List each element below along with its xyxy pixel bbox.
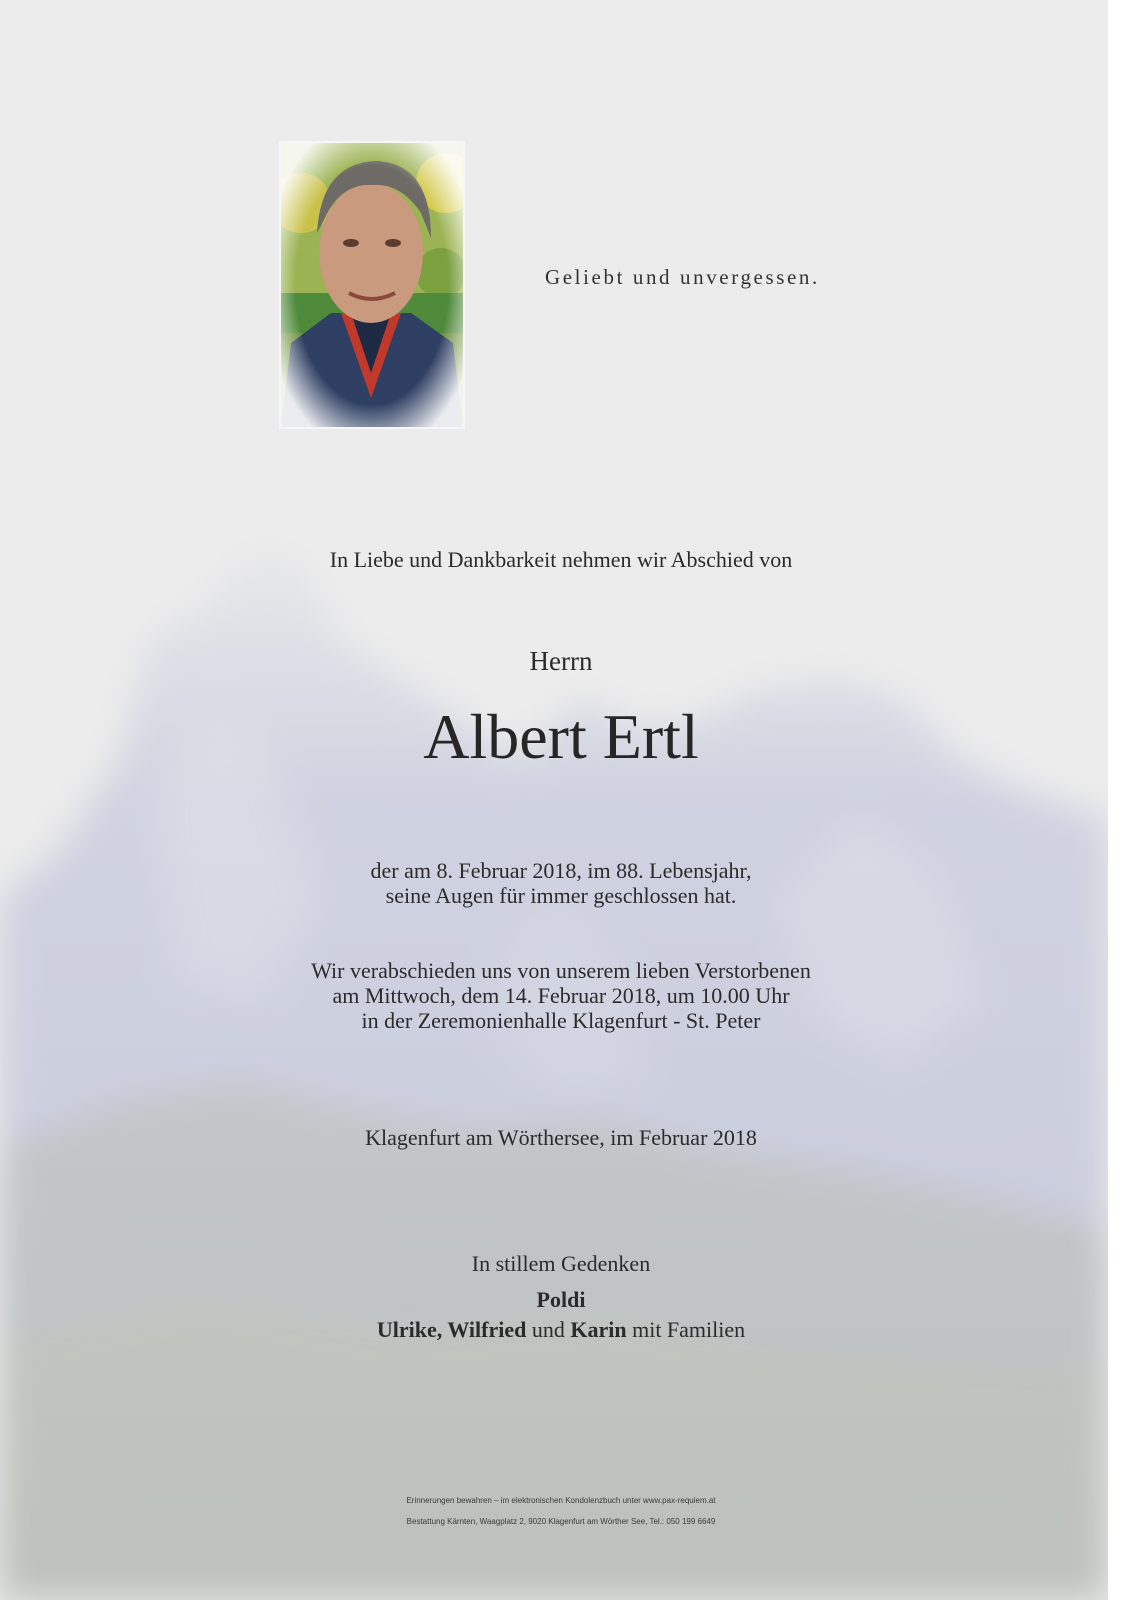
deceased-name: Albert Ertl [423, 701, 699, 772]
footer-funeral-home-text: Bestattung Kärnten, Waagplatz 2, 9020 Klagenfurt am Wörther See, Tel.: 050 199 6649 [406, 1517, 716, 1526]
motto-text: Geliebt und unvergessen. [545, 265, 820, 289]
ceremony-info [0, 958, 1108, 1033]
intro-text: In Liebe und Dankbarkeit nehmen wir Abschied von [329, 547, 793, 572]
family-names-b: Karin [570, 1317, 627, 1342]
portrait-photo-icon [281, 143, 463, 427]
death-notice-line: der am 8. Februar 2018, im 88. Lebensjahr, [370, 858, 752, 883]
family-suffix: mit Familien [626, 1317, 746, 1342]
salutation-text: Herrn [529, 646, 593, 676]
ceremony-line: am Mittwoch, dem 14. Februar 2018, um 10.00 Uhr [332, 983, 790, 1008]
ceremony-line: Wir verabschieden uns von unserem lieben Verstorbenen [311, 958, 811, 983]
death-notice [0, 858, 1108, 908]
death-notice-line: seine Augen für immer geschlossen hat. [385, 883, 737, 908]
place-date: Klagenfurt am Wörthersee, im Februar 2018 [365, 1125, 757, 1150]
memory-text: In stillem Gedenken [471, 1251, 651, 1276]
family-line-1: Poldi [536, 1287, 586, 1312]
portrait-photo [279, 141, 465, 429]
family-names-a: Ulrike, Wilfried [376, 1317, 527, 1342]
family-line-2 [0, 1317, 1108, 1343]
family-connector: und [526, 1317, 571, 1342]
footer-condolence-text: Erinnerungen bewahren – im elektronischen Kondolenzbuch unter www.pax-requiem.at [406, 1496, 716, 1505]
ceremony-line: in der Zeremonienhalle Klagenfurt - St. Peter [361, 1008, 761, 1033]
